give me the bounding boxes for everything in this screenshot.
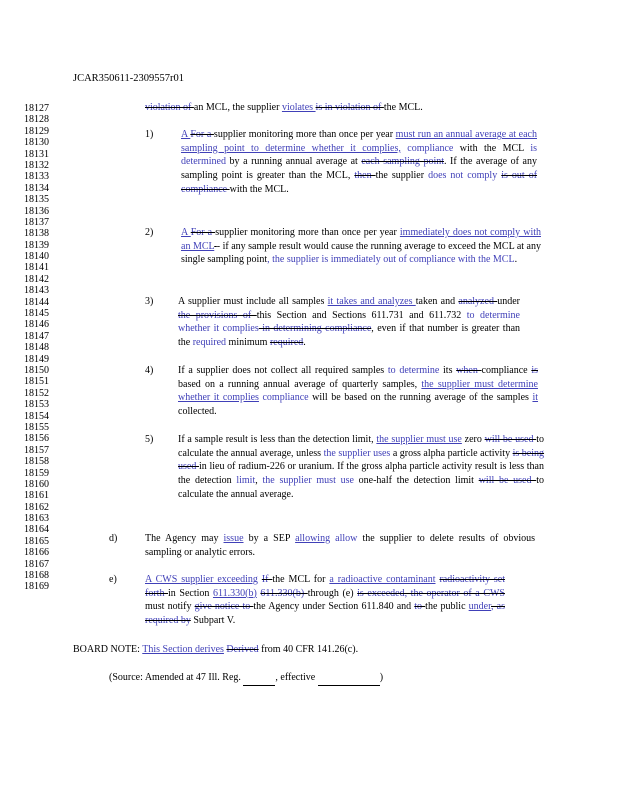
- effective-date-blank: [318, 671, 380, 686]
- line-number: 18158: [24, 456, 49, 468]
- item-number-1: 1): [145, 129, 154, 140]
- line-number: 18132: [24, 159, 49, 171]
- line-number: 18167: [24, 558, 49, 570]
- line-number: 18147: [24, 330, 49, 342]
- line-number: 18161: [24, 490, 49, 502]
- line-number: 18137: [24, 216, 49, 228]
- item-number-5: 5): [145, 434, 154, 445]
- line-number: 18163: [24, 513, 49, 525]
- item-2-text: A For a supplier monitoring more than once per year immediately does not comply with an MCL - if any sample result would cause the running average to exceed the MCL at any single sampling point, the supplier is immediately out of compliance with the MCL.: [181, 227, 541, 266]
- item-3-text: A supplier must include all samples it takes and analyzes taken and analyzed under the provisions of this Section and Sections 611.731 and 611.732 to determine whether it complies in determining compliance, even if that number is greater than the required minimum required.: [178, 296, 521, 349]
- line-number: 18130: [24, 137, 49, 149]
- line-number: 18144: [24, 296, 49, 308]
- subsection-e-text: A CWS supplier exceeding If the MCL for a radioactive contaminant radioactivity set forth in Section 611.330(b) 611.330(b) through (e) is exceeded, the operator of a CWS must notify give notice to the Agency under Section 611.840 and to the public under, as required by Subpart V.: [145, 574, 506, 627]
- line-number: 18160: [24, 478, 49, 490]
- line-number: 18168: [24, 570, 49, 582]
- line-number: 18139: [24, 239, 49, 251]
- line-number: 18159: [24, 467, 49, 479]
- line-number: 18149: [24, 353, 49, 365]
- subsection-d-text: The Agency may issue by a SEP allowing allow the supplier to delete results of obvious sampling or analytic errors.: [145, 533, 536, 558]
- source-note: (Source: Amended at 47 Ill. Reg. , effective ): [109, 671, 383, 686]
- line-number: 18136: [24, 205, 49, 217]
- line-number: 18141: [24, 262, 49, 274]
- board-note: BOARD NOTE: This Section derives Derived from 40 CFR 141.26(c).: [73, 644, 359, 655]
- paragraph-continuation: violation of an MCL, the supplier violates is in violation of the MCL.: [145, 102, 423, 113]
- line-number: 18145: [24, 308, 49, 320]
- document-id: JCAR350611-2309557r01: [73, 73, 185, 84]
- line-number: 18162: [24, 501, 49, 513]
- line-number: 18154: [24, 410, 49, 422]
- line-number: 18156: [24, 433, 49, 445]
- line-number: 18169: [24, 581, 49, 593]
- line-number: 18138: [24, 228, 49, 240]
- line-number: 18146: [24, 319, 49, 331]
- line-number: 18152: [24, 387, 49, 399]
- line-number: 18166: [24, 547, 49, 559]
- line-number: 18157: [24, 444, 49, 456]
- item-4-text: If a supplier does not collect all required samples to determine its when compliance is based on a running annual average of quarterly samples, the supplier must determine whether it complies compliance will be based on the running average of the samples it collected.: [178, 365, 539, 418]
- subsection-e-label: e): [109, 574, 117, 585]
- line-number: 18148: [24, 342, 49, 354]
- line-number-column: [24, 103, 64, 593]
- line-number: 18143: [24, 285, 49, 297]
- line-number: 18133: [24, 171, 49, 183]
- item-number-4: 4): [145, 365, 154, 376]
- line-number: 18165: [24, 535, 49, 547]
- line-number: 18153: [24, 399, 49, 411]
- line-number: 18129: [24, 125, 49, 137]
- subsection-d-label: d): [109, 533, 118, 544]
- line-number: 18135: [24, 194, 49, 206]
- item-5-text: If a sample result is less than the detection limit, the supplier must use zero will be used to calculate the annual average, unless the supplier uses a gross alpha particle activity is being used in lieu of radium-226 or uranium. If the gross alpha particle activity result is less than the detection limit, the supplier must use one-half the detection limit will be used to calculate the annual average.: [178, 434, 545, 500]
- line-number: 18134: [24, 182, 49, 194]
- item-number-3: 3): [145, 296, 154, 307]
- line-number: 18140: [24, 251, 49, 263]
- item-1-text: A For a supplier monitoring more than once per year must run an annual average at each sampling point to determine whether it complies, compliance with the MCL is determined by a running annual average at each sampling point. If the average of any sampling point is greater than the MCL, then the supplier does not comply is out of compliance with the MCL.: [181, 129, 538, 195]
- reg-page-blank: [243, 671, 275, 686]
- line-number: 18151: [24, 376, 49, 388]
- line-number: 18150: [24, 364, 49, 376]
- line-number: 18127: [24, 103, 49, 114]
- line-number: 18142: [24, 273, 49, 285]
- line-number: 18164: [24, 524, 49, 536]
- line-number: 18131: [24, 148, 49, 160]
- item-number-2: 2): [145, 227, 154, 238]
- line-number: 18155: [24, 421, 49, 433]
- line-number: 18128: [24, 114, 49, 126]
